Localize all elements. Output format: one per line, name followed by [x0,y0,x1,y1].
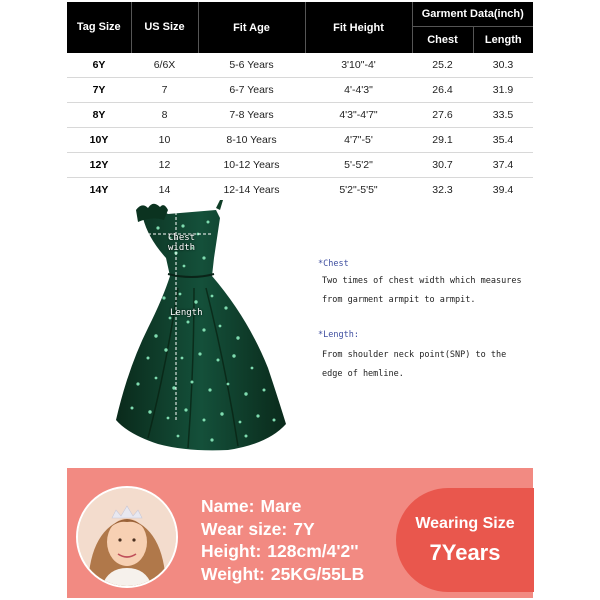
header-us-size [131,2,198,53]
cell-tag-size: 10Y [67,128,131,153]
header-us-size-label: US Size [144,21,185,33]
cell-fit-height: 5'-5'2" [305,153,412,178]
model-weight-value: 25KG/55LB [270,564,365,584]
cell-tag-size: 6Y [67,53,131,78]
header-garment-data: Garment Data(inch) [412,2,533,27]
header-fit-age: Fit Age [198,2,305,53]
table-row [67,103,533,128]
cell-us-size: 7 [131,78,198,103]
table-row [67,153,533,178]
cell-fit-height: 5'2"-5'5" [339,184,378,196]
cell-fit-height: 3'10"-4' [305,53,412,78]
cell-chest: 25.2 [412,53,473,78]
cell-us-size: 14 [158,184,171,196]
size-chart-table [67,2,533,202]
cell-tag-size: 7Y [67,78,131,103]
table-row [67,78,533,103]
model-height-label: Height: [201,541,262,561]
model-wear-size-label: Wear size: [201,519,288,539]
cell-length: 37.4 [473,153,533,178]
cell-us-size: 12 [131,153,198,178]
chest-width-label [168,233,195,253]
model-height-value: 128cm/4'2'' [267,541,359,561]
chest-note-text [322,272,542,310]
length-note-title: *Length: [318,330,359,340]
cell-us-size: 6/6X [131,53,198,78]
model-info-banner [67,468,533,598]
cell-fit-age: 5-6 Years [198,53,305,78]
cell-tag-size: 14Y [89,184,109,196]
header-chest: Chest [412,27,473,54]
cell-fit-height: 4'3"-4'7" [305,103,412,128]
dress-image [108,198,308,456]
model-weight-label: Weight: [201,564,265,584]
chest-note-line-2: from garment armpit to armpit. [322,295,476,305]
header-tag-size [67,2,131,53]
length-note-line-1: From shoulder neck point(SNP) to the [322,350,507,360]
cell-length: 33.5 [473,103,533,128]
dress-body [116,210,286,451]
cell-tag-size: 12Y [67,153,131,178]
header-length: Length [473,27,533,54]
cell-chest: 32.3 [432,184,453,196]
cell-chest: 26.4 [412,78,473,103]
header-tag-size-label: Tag Size [76,21,121,33]
length-label: Length [170,308,203,318]
model-wear-size-line [201,519,315,540]
model-name-value: Mare [260,496,302,516]
cell-chest: 27.6 [412,103,473,128]
cell-length: 30.3 [473,53,533,78]
length-note-line-2: edge of hemline. [322,369,404,379]
cell-fit-height: 4'7"-5' [305,128,412,153]
header-fit-height: Fit Height [305,2,412,53]
model-height-line [201,541,359,562]
model-weight-line [201,564,364,585]
cell-length: 39.4 [492,184,514,196]
cell-fit-age: 8-10 Years [198,128,305,153]
wearing-size-badge [396,488,534,592]
chest-note-title: *Chest [318,259,349,269]
model-avatar [76,486,178,588]
length-note-text [322,346,542,384]
cell-us-size: 8 [131,103,198,128]
chest-note-line-1: Two times of chest width which measures [322,276,522,286]
cell-fit-age: 12-14 Years [223,184,280,196]
dress-illustration [108,198,308,456]
chest-label-line-1: Chest [168,233,196,243]
model-name-line [201,496,301,517]
cell-length: 31.9 [473,78,533,103]
cell-fit-age: 7-8 Years [198,103,305,128]
cell-us-size: 10 [131,128,198,153]
model-name-label: Name: [201,496,255,516]
cell-length: 35.4 [473,128,533,153]
model-wear-size-value: 7Y [293,519,315,539]
table-row [67,53,533,78]
cell-tag-size: 8Y [67,103,131,128]
wearing-size-badge-title: Wearing Size [415,515,515,532]
table-row [67,128,533,153]
cell-chest: 30.7 [412,153,473,178]
wearing-size-badge-value: 7Years [429,540,501,565]
chest-label-line-2: width [168,243,196,253]
cell-fit-age: 10-12 Years [198,153,305,178]
cell-fit-height: 4'-4'3" [305,78,412,103]
cell-chest: 29.1 [412,128,473,153]
model-photo [78,488,176,586]
cell-fit-age: 6-7 Years [198,78,305,103]
